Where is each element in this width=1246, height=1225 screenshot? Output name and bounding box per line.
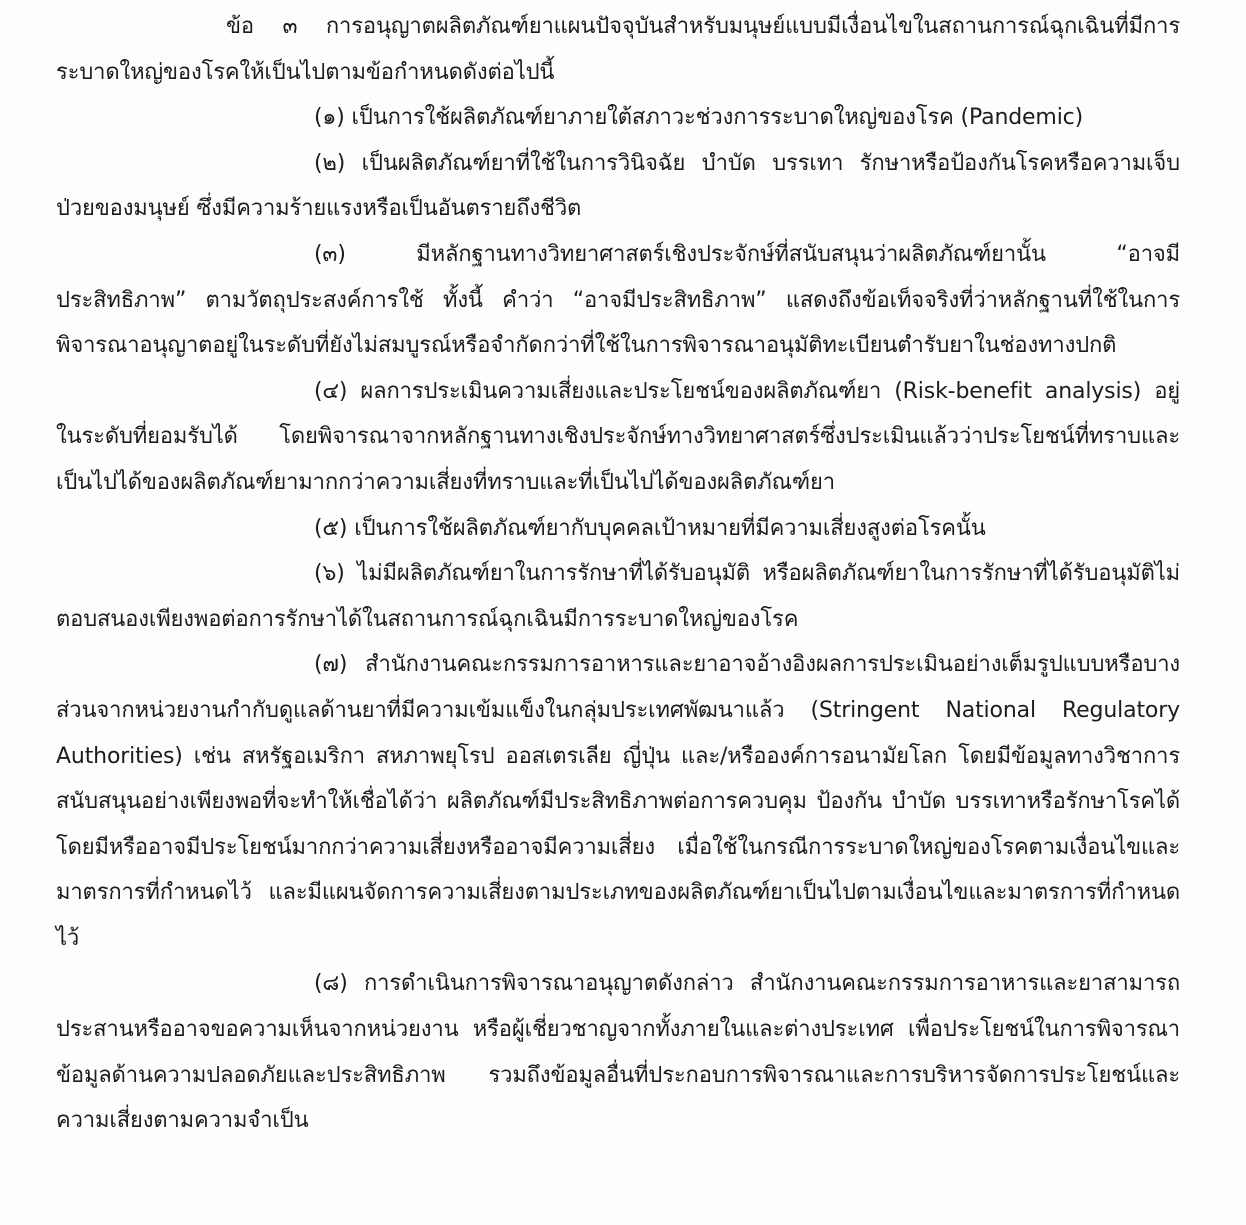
clause-item-8: (๘) การดำเนินการพิจารณาอนุญาตดังกล่าว สำนักงานคณะกรรมการอาหารและยาสามารถประสานหรืออาจขอความเห็นจากหน่วยงาน หรือผู้เชี่ยวชาญจากทั้งภายในและต่างประเทศ เพื่อประโยชน์ในการพิจารณาข้อมูลด้านความปลอดภัยและประสิทธิภาพ รวมถึงข้อมูลอื่นที่ประกอบการพิจารณาและการบริหารจัดการประโยชน์และความเสี่ยงตามความจำเป็น — [56, 971, 1180, 1134]
clause-item-2: (๒) เป็นผลิตภัณฑ์ยาที่ใช้ในการวินิจฉัย บำบัด บรรเทา รักษาหรือป้องกันโรคหรือความเจ็บป่วยของมนุษย์ ซึ่งมีความร้ายแรงหรือเป็นอันตรายถึงชีวิต — [56, 150, 1180, 222]
clause-item-1: (๑) เป็นการใช้ผลิตภัณฑ์ยาภายใต้สภาวะช่วงการระบาดใหญ่ของโรค (Pandemic) — [314, 105, 1084, 131]
clause-item-5: (๕) เป็นการใช้ผลิตภัณฑ์ยากับบุคคลเป้าหมายที่มีความเสี่ยงสูงต่อโรคนั้น — [314, 515, 986, 541]
clause-item-7: (๗) สำนักงานคณะกรรมการอาหารและยาอาจอ้างอิงผลการประเมินอย่างเต็มรูปแบบหรือบางส่วนจากหน่วยงานกำกับดูแลด้านยาที่มีความเข้มแข็งในกลุ่มประเทศพัฒนาแล้ว (Stringent National Regulatory Authorities) เช่น สหรัฐอเมริกา สหภาพยุโรป ออสเตรเลีย ญี่ปุ่น และ/หรือองค์การอนามัยโลก โดยมีข้อมูลทางวิชาการสนับสนุนอย่างเพียงพอที่จะทำให้เชื่อได้ว่า ผลิตภัณฑ์มีประสิทธิภาพต่อการควบคุม ป้องกัน บำบัด บรรเทาหรือรักษาโรคได้ โดยมีหรืออาจมีประโยชน์มากกว่าความเสี่ยงหรืออาจมีความเสี่ยง เมื่อใช้ในกรณีการระบาดใหญ่ของโรคตามเงื่อนไขและมาตรการที่กำหนดไว้ และมีแผนจัดการความเสี่ยงตามประเภทของผลิตภัณฑ์ยาเป็นไปตามเงื่อนไขและมาตรการที่กำหนดไว้ — [56, 652, 1180, 951]
clause-3-intro: ข้อ ๓ การอนุญาตผลิตภัณฑ์ยาแผนปัจจุบันสำหรับมนุษย์แบบมีเงื่อนไขในสถานการณ์ฉุกเฉินที่มีการระบาดใหญ่ของโรคให้เป็นไปตามข้อกำหนดดังต่อไปนี้ — [56, 14, 1180, 85]
clause-item-6: (๖) ไม่มีผลิตภัณฑ์ยาในการรักษาที่ได้รับอนุมัติ หรือผลิตภัณฑ์ยาในการรักษาที่ได้รับอนุมัติไม่ตอบสนองเพียงพอต่อการรักษาได้ในสถานการณ์ฉุกเฉินมีการระบาดใหญ่ของโรค — [56, 561, 1180, 632]
clause-item-4: (๔) ผลการประเมินความเสี่ยงและประโยชน์ของผลิตภัณฑ์ยา (Risk-benefit analysis) อยู่ในระดับที่ยอมรับได้ โดยพิจารณาจากหลักฐานทางเชิงประจักษ์ทางวิทยาศาสตร์ซึ่งประเมินแล้วว่าประโยชน์ที่ทราบและเป็นไปได้ของผลิตภัณฑ์ยามากกว่าความเสี่ยงที่ทราบและที่เป็นไปได้ของผลิตภัณฑ์ยา — [56, 378, 1180, 495]
clause-item-3: (๓) มีหลักฐานทางวิทยาศาสตร์เชิงประจักษ์ที่สนับสนุนว่าผลิตภัณฑ์ยานั้น “อาจมีประสิทธิภาพ” ตามวัตถุประสงค์การใช้ ทั้งนี้ คำว่า “อาจมีประสิทธิภาพ” แสดงถึงข้อเท็จจริงที่ว่าหลักฐานที่ใช้ในการพิจารณาอนุญาตอยู่ในระดับที่ยังไม่สมบูรณ์หรือจำกัดกว่าที่ใช้ในการพิจารณาอนุมัติทะเบียนตำรับยาในช่องทางปกติ — [56, 241, 1180, 359]
